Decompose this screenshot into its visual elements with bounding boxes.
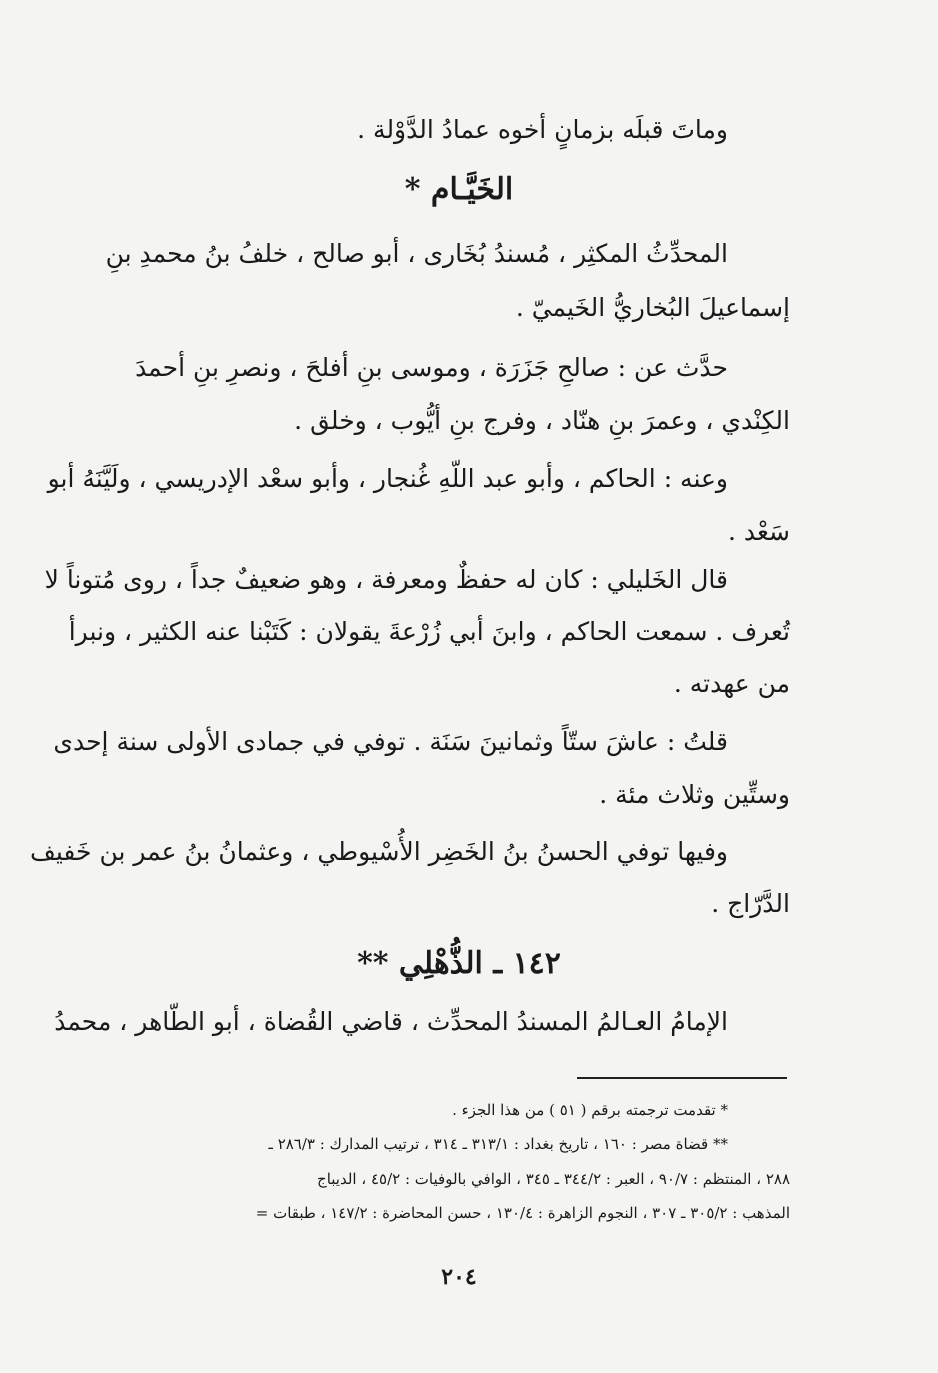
footnote-1: * تقدمت ترجمته برقم ( ٥١ ) من هذا الجزء . — [452, 1101, 728, 1119]
footnote-separator — [577, 1077, 787, 1079]
page-number: ٢٠٤ — [441, 1264, 477, 1290]
footnote-4: المذهب : ٣٠٥/٢ ـ ٣٠٧ ، النجوم الزاهرة : ١٣٠/٤ ، حسن المحاضرة : ١٤٧/٢ ، طبقات = — [255, 1204, 790, 1222]
text-line-7: سَعْد . — [727, 517, 790, 546]
heading-khayyam: الخَيَّـام * — [404, 172, 514, 207]
text-line-9: تُعرف . سمعت الحاكم ، وابنَ أبي زُرْعةَ يقولان : كَتَبْنا عنه الكثير ، ونبرأ — [68, 617, 790, 646]
text-line-6: وعنه : الحاكم ، وأبو عبد اللّهِ غُنجار ، وأبو سعْد الإدريسي ، ولَيَّنَهُ أبو — [47, 464, 728, 493]
footnote-3: ٢٨٨ ، المنتظم : ٩٠/٧ ، العبر : ٣٤٤/٢ ـ ٣٤٥ ، الوافي بالوفيات : ٤٥/٢ ، الديباج — [317, 1170, 790, 1188]
text-line-15: الإمامُ العـالمُ المسندُ المحدِّث ، قاضي القُضاة ، أبو الطّاهر ، محمدُ — [54, 1007, 728, 1036]
footnote-2: ** قضاة مصر : ١٦٠ ، تاريخ بغداد : ٣١٣/١ ـ ٣١٤ ، ترتيب المدارك : ٢٨٦/٣ ـ — [268, 1135, 728, 1153]
text-line-5: الكِنْدي ، وعمرَ بنِ هنّاد ، وفرج بنِ أيُّوب ، وخلق . — [294, 406, 790, 435]
text-line-3: إسماعيلَ البُخاريُّ الخَيميّ . — [515, 293, 790, 322]
text-line-8: قال الخَليلي : كان له حفظٌ ومعرفة ، وهو ضعيفٌ جداً ، روى مُتوناً لا — [44, 565, 728, 594]
text-line-1: وماتَ قبلَه بزمانٍ أخوه عمادُ الدَّوْلة . — [357, 115, 728, 144]
text-line-4: حدَّث عن : صالحِ جَزَرَة ، وموسى بنِ أفلحَ ، ونصرِ بنِ أحمدَ — [135, 353, 728, 382]
text-line-14: الدَّرّاج . — [711, 889, 790, 918]
text-line-2: المحدِّثُ المكثِر ، مُسندُ بُخَارى ، أبو صالح ، خلفُ بنُ محمدِ بنِ — [105, 239, 728, 268]
text-line-13: وفيها توفي الحسنُ بنُ الخَضِر الأُسْيوطي ، وعثمانُ بنُ عمر بن خَفيف — [29, 837, 728, 866]
text-line-11: قلتُ : عاشَ ستّاً وثمانينَ سَنَة . توفي في جمادى الأولى سنة إحدى — [53, 727, 728, 756]
heading-dhuhli: ١٤٢ ـ الذُّهْلِي ** — [357, 946, 561, 981]
text-line-10: من عهدته . — [673, 669, 790, 698]
text-line-12: وستِّين وثلاث مئة . — [599, 780, 790, 809]
